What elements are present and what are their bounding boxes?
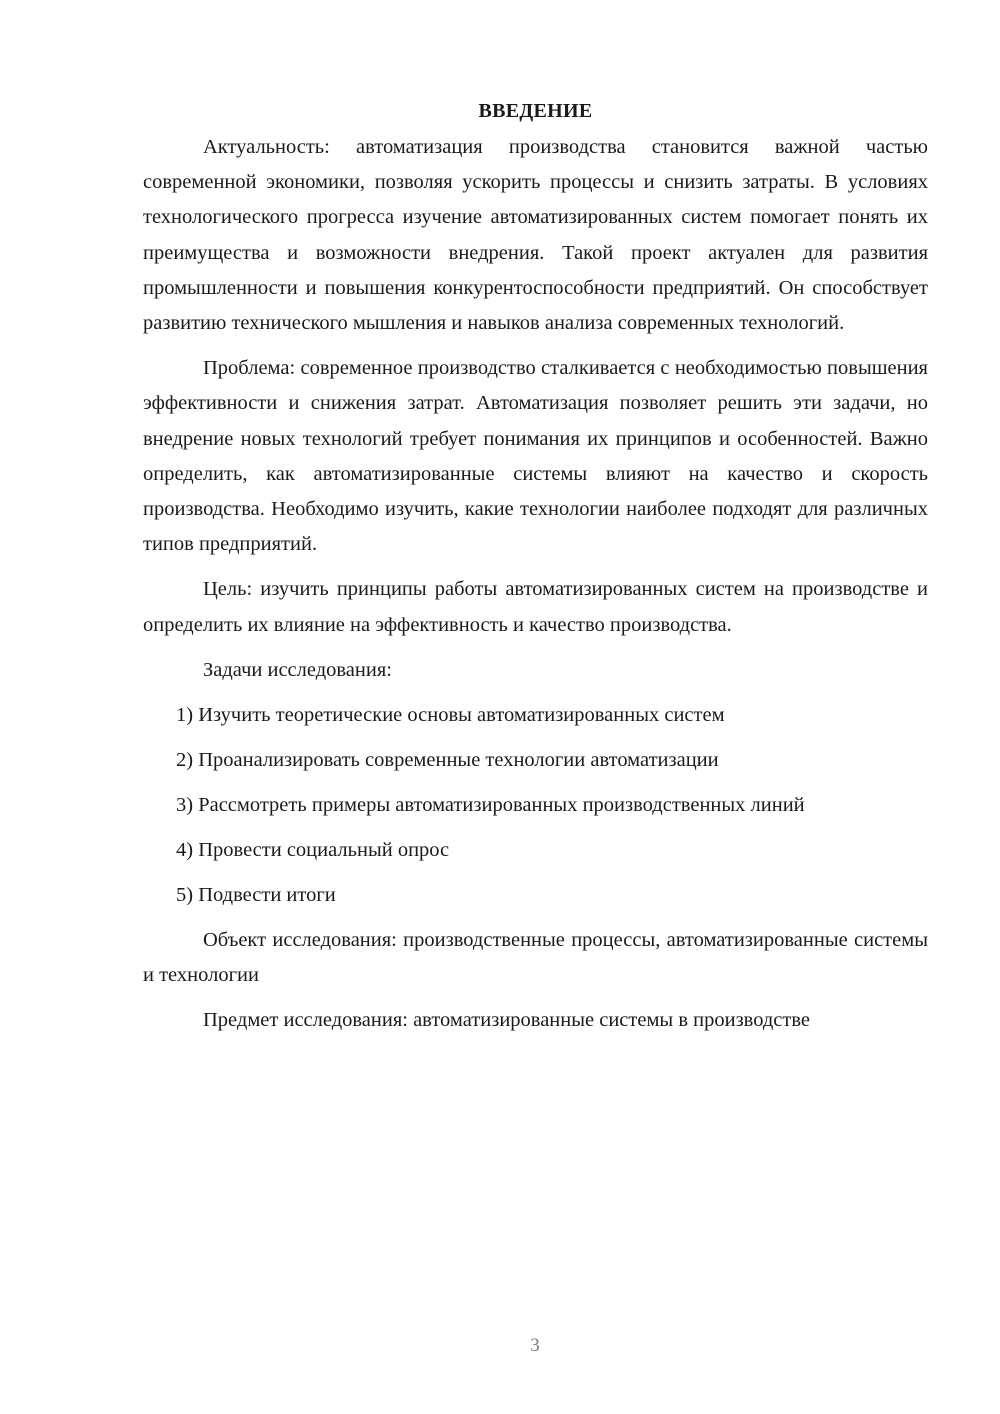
task-item: 3) Рассмотреть примеры автоматизированных производственных линий [176,793,805,816]
task-item: 1) Изучить теоретические основы автоматизированных систем [176,703,725,726]
section-title: ВВЕДЕНИЕ [478,100,593,122]
subject-paragraph: Предмет исследования: автоматизированные системы в производстве [203,1009,811,1032]
document-page [143,96,928,1038]
object-paragraph: Объект исследования: производственные процессы, автоматизированные системы и технологии [143,928,928,987]
goal-paragraph: Цель: изучить принципы работы автоматизированных систем на производстве и определить их влияние на эффективность и качество производства. [143,578,928,636]
task-item: 5) Подвести итоги [176,883,336,906]
relevance-paragraph: Актуальность: автоматизация производства становится важной частью современной экономики, позволяя ускорить процессы и снизить затраты. В условиях технологического прогресса изучение автоматизированных систем помогает понять их преимущества и возможности внедрения. Такой проект актуален для развития промышленности и повышения конкурентоспособности предприятий. Он способствует развитию технического мышления и навыков анализа современных технологий. [143,136,928,335]
tasks-heading: Задачи исследования: [203,658,392,681]
task-item: 2) Проанализировать современные технологии автоматизации [176,748,719,771]
task-item: 4) Провести социальный опрос [176,838,450,861]
problem-paragraph: Проблема: современное производство сталкивается с необходимостью повышения эффективности и снижения затрат. Автоматизация позволяет решить эти задачи, но внедрение новых технологий требует понимания их принципов и особенностей. Важно определить, как автоматизированные системы влияют на качество и скорость производства. Необходимо изучить, какие технологии наиболее подходят для различных типов предприятий. [143,357,928,556]
page-number: 3 [530,1335,540,1356]
